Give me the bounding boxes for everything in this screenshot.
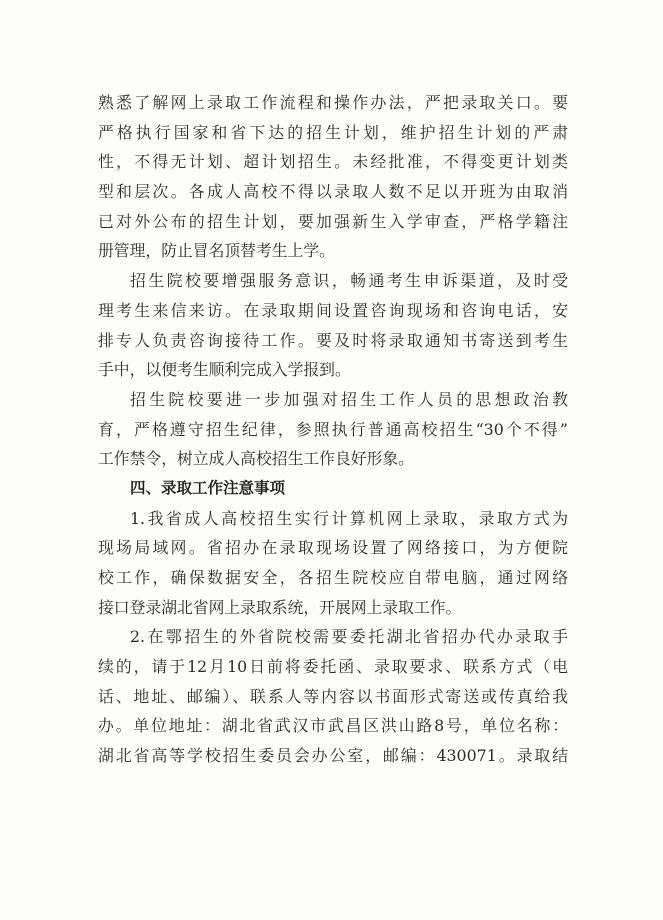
paragraph-service-awareness — [98, 266, 568, 385]
paragraph-out-of-province-colleges — [98, 622, 568, 770]
text-line: 育，严格遵守招生纪律，参照执行普通高校招生“30个不得” — [98, 419, 568, 439]
section-heading: 四、录取工作注意事项 — [130, 478, 286, 497]
text-line: 已对外公布的招生计划，要加强新生入学审查，严格学籍注 — [98, 211, 568, 231]
text-line: 工作禁令，树立成人高校招生工作良好形象。 — [98, 449, 414, 469]
text-line: 续的，请于12月10日前将委托函、录取要求、联系方式（电 — [98, 657, 568, 677]
text-line: 招生院校要增强服务意识，畅通考生申诉渠道，及时受 — [130, 271, 568, 291]
text-line: 严格执行国家和省下达的招生计划，维护招生计划的严肃 — [98, 122, 568, 142]
document-body — [98, 88, 568, 771]
text-line: 话、地址、邮编）、联系人等内容以书面形式寄送或传真给我 — [98, 686, 568, 706]
text-line: 招生院校要进一步加强对招生工作人员的思想政治教 — [130, 389, 568, 409]
text-line: 型和层次。各成人高校不得以录取人数不足以开班为由取消 — [98, 182, 568, 202]
text-line: 湖北省高等学校招生委员会办公室，邮编：430071。录取结 — [98, 746, 568, 766]
text-line: 校工作，确保数据安全，各招生院校应自带电脑，通过网络 — [98, 568, 568, 587]
text-line: 1.我省成人高校招生实行计算机网上录取，录取方式为 — [130, 508, 568, 528]
section-heading-admission-notes — [98, 474, 568, 504]
paragraph-online-admission — [98, 504, 568, 623]
paragraph-admission-rules — [98, 88, 568, 266]
text-line: 手中，以便考生顺利完成入学报到。 — [98, 360, 351, 380]
text-line: 册管理，防止冒名顶替考生上学。 — [98, 241, 335, 261]
text-line: 性，不得无计划、超计划招生。未经批准，不得变更计划类 — [98, 152, 568, 172]
text-line: 理考生来信来访。在录取期间设置咨询现场和咨询电话，安 — [98, 300, 568, 320]
text-line: 排专人负责咨询接待工作。要及时将录取通知书寄送到考生 — [98, 330, 568, 350]
text-line: 办。单位地址：湖北省武汉市武昌区洪山路8号，单位名称： — [98, 716, 568, 736]
text-line: 熟悉了解网上录取工作流程和操作办法，严把录取关口。要 — [98, 93, 568, 112]
text-line: 2.在鄂招生的外省院校需要委托湖北省招办代办录取手 — [130, 627, 568, 647]
text-line: 现场局域网。省招办在录取现场设置了网络接口，为方便院 — [98, 538, 568, 558]
paragraph-political-education — [98, 385, 568, 474]
text-line: 接口登录湖北省网上录取系统，开展网上录取工作。 — [98, 597, 462, 617]
